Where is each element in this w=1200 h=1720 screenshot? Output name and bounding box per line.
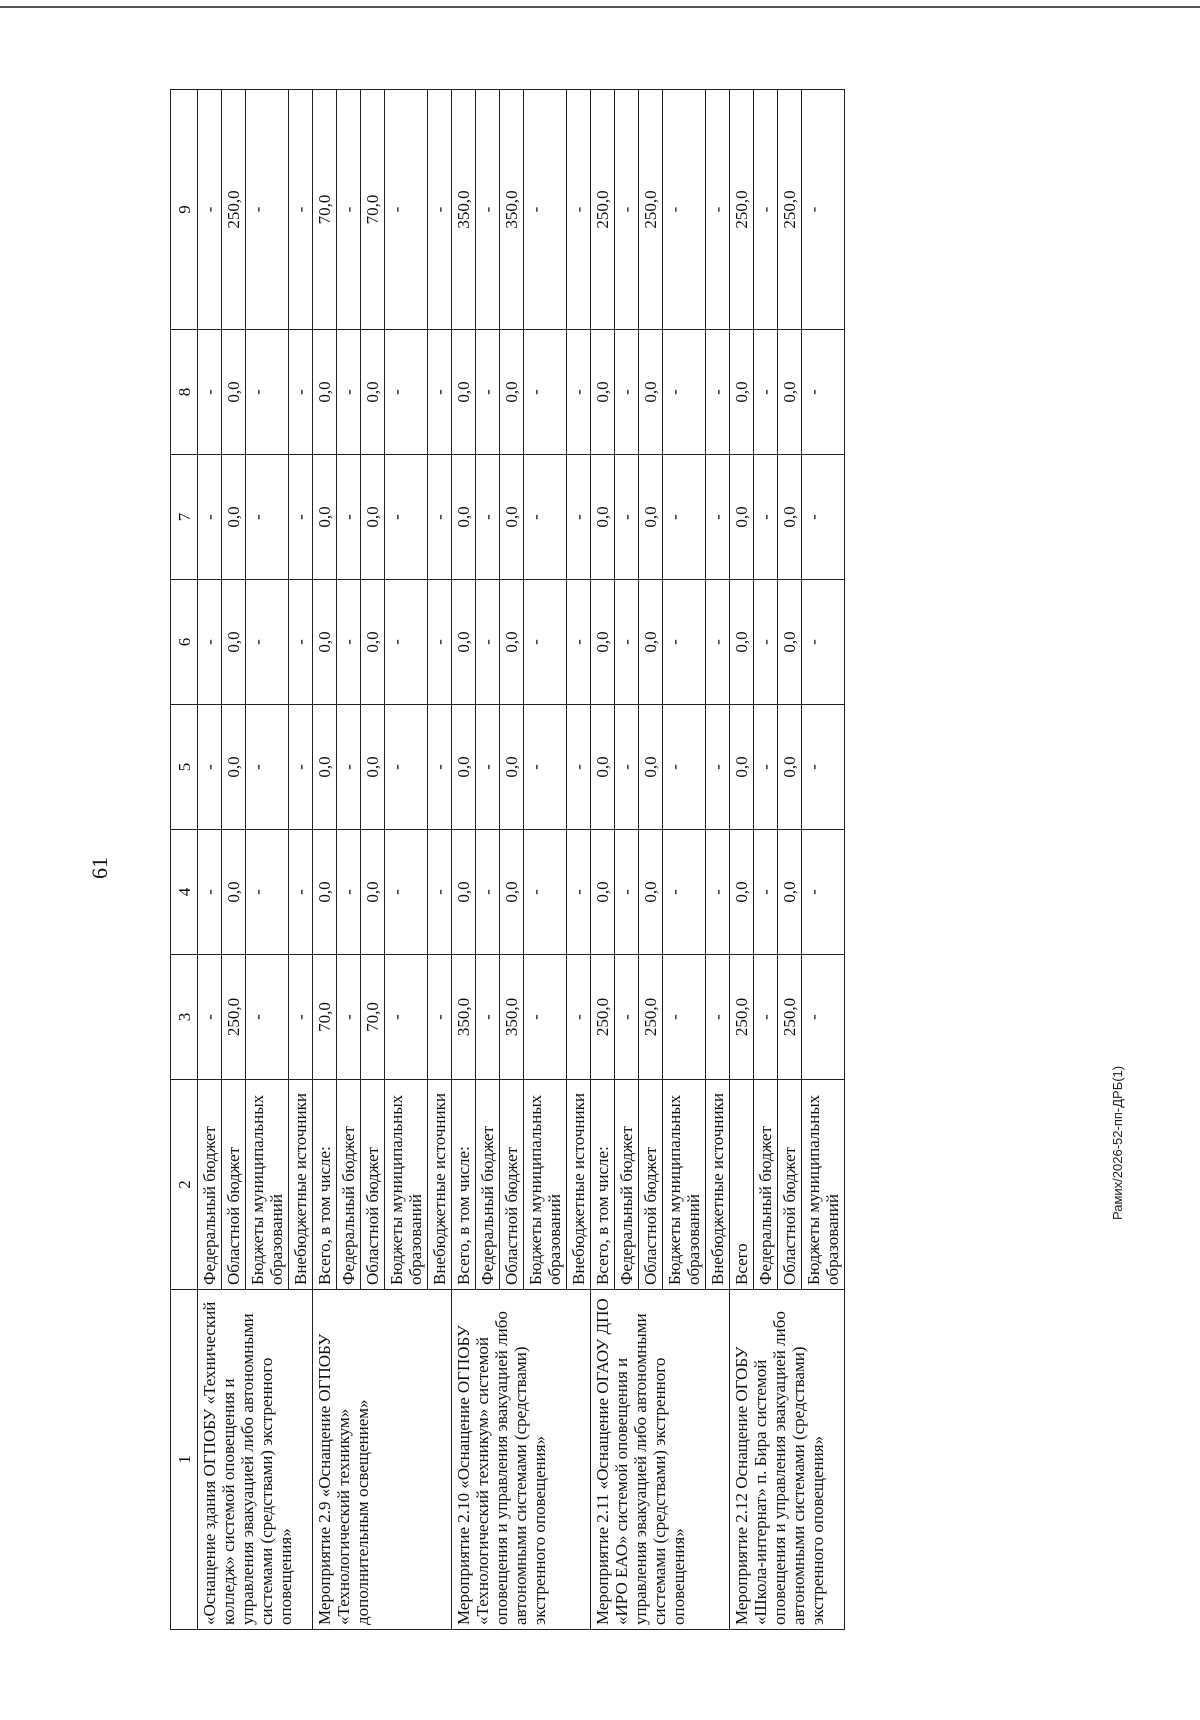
measure-title-cell: «Оснащение здания ОГПОБУ «Технический колледж» системой оповещения и управления эвакуацией либо автономными системами (средствами) экстренного оповещения» <box>198 1290 313 1630</box>
value-cell: - <box>802 90 845 330</box>
value-cell: - <box>337 955 361 1080</box>
value-cell: 250,0 <box>591 955 615 1080</box>
value-cell: - <box>663 455 706 580</box>
value-cell: - <box>289 705 313 830</box>
funding-source-cell: Федеральный бюджет <box>476 1080 500 1290</box>
value-cell: 0,0 <box>730 580 754 705</box>
value-cell: 0,0 <box>639 830 663 955</box>
value-cell: 0,0 <box>313 580 337 705</box>
value-cell: 0,0 <box>313 330 337 455</box>
value-cell: 250,0 <box>730 955 754 1080</box>
value-cell: 0,0 <box>222 705 246 830</box>
value-cell: - <box>567 705 591 830</box>
value-cell: - <box>524 90 567 330</box>
value-cell: - <box>476 955 500 1080</box>
value-cell: 0,0 <box>591 705 615 830</box>
value-cell: - <box>524 330 567 455</box>
value-cell: 0,0 <box>500 455 524 580</box>
value-cell: - <box>706 580 730 705</box>
value-cell: - <box>754 705 778 830</box>
value-cell: - <box>337 705 361 830</box>
value-cell: 350,0 <box>452 90 476 330</box>
measure-title-cell: Мероприятие 2.11 «Оснащение ОГАОУ ДПО «ИРО ЕАО» системой оповещения и управления эвакуацией либо автономными системами (средствами) экстренного оповещения» <box>591 1290 730 1630</box>
value-cell: - <box>706 90 730 330</box>
value-cell: - <box>615 705 639 830</box>
value-cell: - <box>428 955 452 1080</box>
funding-source-cell: Всего, в том числе: <box>452 1080 476 1290</box>
value-cell: - <box>663 830 706 955</box>
funding-source-cell: Федеральный бюджет <box>615 1080 639 1290</box>
value-cell: - <box>198 955 222 1080</box>
funding-source-cell: Внебюджетные источники <box>428 1080 452 1290</box>
funding-source-cell: Областной бюджет <box>639 1080 663 1290</box>
value-cell: 0,0 <box>222 330 246 455</box>
value-cell: - <box>385 580 428 705</box>
value-cell: - <box>385 705 428 830</box>
column-header: 8 <box>171 330 198 455</box>
value-cell: - <box>524 830 567 955</box>
value-cell: 70,0 <box>313 90 337 330</box>
value-cell: 250,0 <box>222 90 246 330</box>
value-cell: 0,0 <box>452 705 476 830</box>
funding-source-cell: Бюджеты муниципальных образований <box>663 1080 706 1290</box>
value-cell: - <box>337 455 361 580</box>
value-cell: - <box>802 455 845 580</box>
value-cell: - <box>802 830 845 955</box>
value-cell: - <box>706 955 730 1080</box>
value-cell: - <box>663 705 706 830</box>
value-cell: - <box>246 830 289 955</box>
value-cell: - <box>663 955 706 1080</box>
value-cell: 0,0 <box>361 330 385 455</box>
value-cell: 0,0 <box>639 330 663 455</box>
value-cell: - <box>246 705 289 830</box>
measure-title-cell: Мероприятие 2.12 Оснащение ОГОБУ «Школа-интернат» п. Бира системой оповещения и управления эвакуацией либо автономными системами (средствами) экстренного оповещения» <box>730 1290 845 1630</box>
value-cell: - <box>476 330 500 455</box>
table-row <box>313 90 337 1630</box>
value-cell: 0,0 <box>500 830 524 955</box>
measure-title-cell: Мероприятие 2.9 «Оснащение ОГПОБУ «Технологический техникум» дополнительным освещением» <box>313 1290 452 1630</box>
value-cell: 0,0 <box>591 830 615 955</box>
column-header: 7 <box>171 455 198 580</box>
funding-source-cell: Федеральный бюджет <box>754 1080 778 1290</box>
funding-source-cell: Областной бюджет <box>222 1080 246 1290</box>
value-cell: 70,0 <box>313 955 337 1080</box>
value-cell: 0,0 <box>500 330 524 455</box>
value-cell: 0,0 <box>222 580 246 705</box>
value-cell: - <box>802 330 845 455</box>
funding-source-cell: Бюджеты муниципальных образований <box>246 1080 289 1290</box>
funding-source-cell: Внебюджетные источники <box>567 1080 591 1290</box>
value-cell: 0,0 <box>730 455 754 580</box>
value-cell: 0,0 <box>452 330 476 455</box>
value-cell: - <box>615 830 639 955</box>
value-cell: 0,0 <box>361 830 385 955</box>
value-cell: - <box>615 580 639 705</box>
value-cell: 0,0 <box>313 455 337 580</box>
funding-source-cell: Всего, в том числе: <box>591 1080 615 1290</box>
value-cell: - <box>428 90 452 330</box>
value-cell: - <box>289 330 313 455</box>
value-cell: 70,0 <box>361 90 385 330</box>
value-cell: 250,0 <box>778 955 802 1080</box>
value-cell: - <box>663 580 706 705</box>
funding-source-cell: Внебюджетные источники <box>289 1080 313 1290</box>
value-cell: 0,0 <box>778 705 802 830</box>
value-cell: - <box>615 330 639 455</box>
value-cell: 0,0 <box>778 455 802 580</box>
scan-edge-line <box>0 6 1200 8</box>
value-cell: - <box>524 705 567 830</box>
value-cell: - <box>706 455 730 580</box>
value-cell: - <box>754 830 778 955</box>
funding-source-cell: Областной бюджет <box>500 1080 524 1290</box>
column-header: 5 <box>171 705 198 830</box>
funding-source-cell: Областной бюджет <box>361 1080 385 1290</box>
value-cell: 0,0 <box>500 705 524 830</box>
value-cell: - <box>754 330 778 455</box>
value-cell: 0,0 <box>591 580 615 705</box>
value-cell: - <box>567 955 591 1080</box>
value-cell: - <box>524 455 567 580</box>
value-cell: 0,0 <box>778 580 802 705</box>
funding-source-cell: Областной бюджет <box>778 1080 802 1290</box>
value-cell: 0,0 <box>730 830 754 955</box>
value-cell: - <box>246 455 289 580</box>
value-cell: - <box>337 330 361 455</box>
value-cell: 0,0 <box>361 455 385 580</box>
table-row <box>198 90 222 1630</box>
value-cell: 0,0 <box>639 455 663 580</box>
column-header: 6 <box>171 580 198 705</box>
value-cell: 0,0 <box>452 455 476 580</box>
value-cell: 0,0 <box>361 705 385 830</box>
value-cell: - <box>385 455 428 580</box>
value-cell: 0,0 <box>591 455 615 580</box>
page-number: 61 <box>87 857 112 879</box>
funding-source-cell: Федеральный бюджет <box>337 1080 361 1290</box>
column-header: 3 <box>171 955 198 1080</box>
value-cell: - <box>754 455 778 580</box>
value-cell: - <box>802 955 845 1080</box>
value-cell: 0,0 <box>639 580 663 705</box>
value-cell: 0,0 <box>313 830 337 955</box>
value-cell: - <box>567 330 591 455</box>
value-cell: - <box>476 830 500 955</box>
funding-source-cell: Бюджеты муниципальных образований <box>385 1080 428 1290</box>
funding-source-cell: Всего, в том числе: <box>313 1080 337 1290</box>
rotated-table-container <box>170 90 1110 1630</box>
value-cell: - <box>246 580 289 705</box>
funding-source-cell: Бюджеты муниципальных образований <box>802 1080 845 1290</box>
value-cell: - <box>524 580 567 705</box>
value-cell: 250,0 <box>730 90 754 330</box>
value-cell: 250,0 <box>591 90 615 330</box>
value-cell: 0,0 <box>778 330 802 455</box>
value-cell: - <box>198 830 222 955</box>
value-cell: 0,0 <box>730 705 754 830</box>
column-header: 1 <box>171 1290 198 1630</box>
value-cell: 0,0 <box>222 455 246 580</box>
value-cell: - <box>246 90 289 330</box>
value-cell: 0,0 <box>361 580 385 705</box>
value-cell: - <box>567 830 591 955</box>
table-row <box>591 90 615 1630</box>
value-cell: - <box>663 330 706 455</box>
value-cell: 350,0 <box>500 90 524 330</box>
value-cell: - <box>567 455 591 580</box>
footer-code: Рамих/2026-52-пп-ДРБ(1) <box>1110 1065 1125 1220</box>
value-cell: 70,0 <box>361 955 385 1080</box>
funding-table <box>170 89 845 1630</box>
value-cell: - <box>802 705 845 830</box>
value-cell: - <box>428 830 452 955</box>
value-cell: - <box>476 705 500 830</box>
value-cell: - <box>428 455 452 580</box>
table-row <box>452 90 476 1630</box>
funding-source-cell: Внебюджетные источники <box>706 1080 730 1290</box>
value-cell: 250,0 <box>222 955 246 1080</box>
value-cell: - <box>476 90 500 330</box>
value-cell: - <box>198 90 222 330</box>
value-cell: - <box>615 90 639 330</box>
value-cell: - <box>754 955 778 1080</box>
value-cell: - <box>337 580 361 705</box>
value-cell: - <box>802 580 845 705</box>
value-cell: - <box>567 90 591 330</box>
value-cell: - <box>567 580 591 705</box>
value-cell: - <box>337 830 361 955</box>
value-cell: - <box>706 705 730 830</box>
value-cell: - <box>289 90 313 330</box>
funding-source-cell: Бюджеты муниципальных образований <box>524 1080 567 1290</box>
value-cell: 250,0 <box>778 90 802 330</box>
table-row <box>730 90 754 1630</box>
value-cell: - <box>385 330 428 455</box>
value-cell: - <box>289 830 313 955</box>
value-cell: 350,0 <box>452 955 476 1080</box>
value-cell: - <box>706 330 730 455</box>
value-cell: 0,0 <box>222 830 246 955</box>
value-cell: - <box>198 705 222 830</box>
value-cell: 250,0 <box>639 955 663 1080</box>
value-cell: - <box>385 90 428 330</box>
value-cell: - <box>476 580 500 705</box>
value-cell: - <box>706 830 730 955</box>
value-cell: - <box>198 330 222 455</box>
value-cell: - <box>246 330 289 455</box>
value-cell: - <box>754 580 778 705</box>
funding-source-cell: Федеральный бюджет <box>198 1080 222 1290</box>
value-cell: 0,0 <box>778 830 802 955</box>
value-cell: 0,0 <box>452 580 476 705</box>
value-cell: 0,0 <box>730 330 754 455</box>
column-header: 4 <box>171 830 198 955</box>
value-cell: 0,0 <box>591 330 615 455</box>
value-cell: 0,0 <box>313 705 337 830</box>
value-cell: - <box>289 580 313 705</box>
value-cell: - <box>385 830 428 955</box>
value-cell: - <box>289 455 313 580</box>
column-header: 9 <box>171 90 198 330</box>
table-header-row <box>171 90 198 1630</box>
value-cell: 0,0 <box>639 705 663 830</box>
value-cell: - <box>198 580 222 705</box>
value-cell: 0,0 <box>452 830 476 955</box>
value-cell: - <box>246 955 289 1080</box>
value-cell: - <box>337 90 361 330</box>
value-cell: - <box>198 455 222 580</box>
value-cell: - <box>615 955 639 1080</box>
value-cell: - <box>428 580 452 705</box>
value-cell: - <box>524 955 567 1080</box>
value-cell: - <box>385 955 428 1080</box>
measure-title-cell: Мероприятие 2.10 «Оснащение ОГПОБУ «Технологический техникум» системой оповещения и управления эвакуацией либо автономными системами (средствами) экстренного оповещения» <box>452 1290 591 1630</box>
value-cell: - <box>615 455 639 580</box>
funding-source-cell: Всего <box>730 1080 754 1290</box>
value-cell: 250,0 <box>639 90 663 330</box>
value-cell: - <box>289 955 313 1080</box>
value-cell: 0,0 <box>500 580 524 705</box>
value-cell: - <box>476 455 500 580</box>
value-cell: - <box>754 90 778 330</box>
value-cell: - <box>428 330 452 455</box>
value-cell: - <box>428 705 452 830</box>
column-header: 2 <box>171 1080 198 1290</box>
table-body <box>198 90 845 1630</box>
value-cell: 350,0 <box>500 955 524 1080</box>
value-cell: - <box>663 90 706 330</box>
